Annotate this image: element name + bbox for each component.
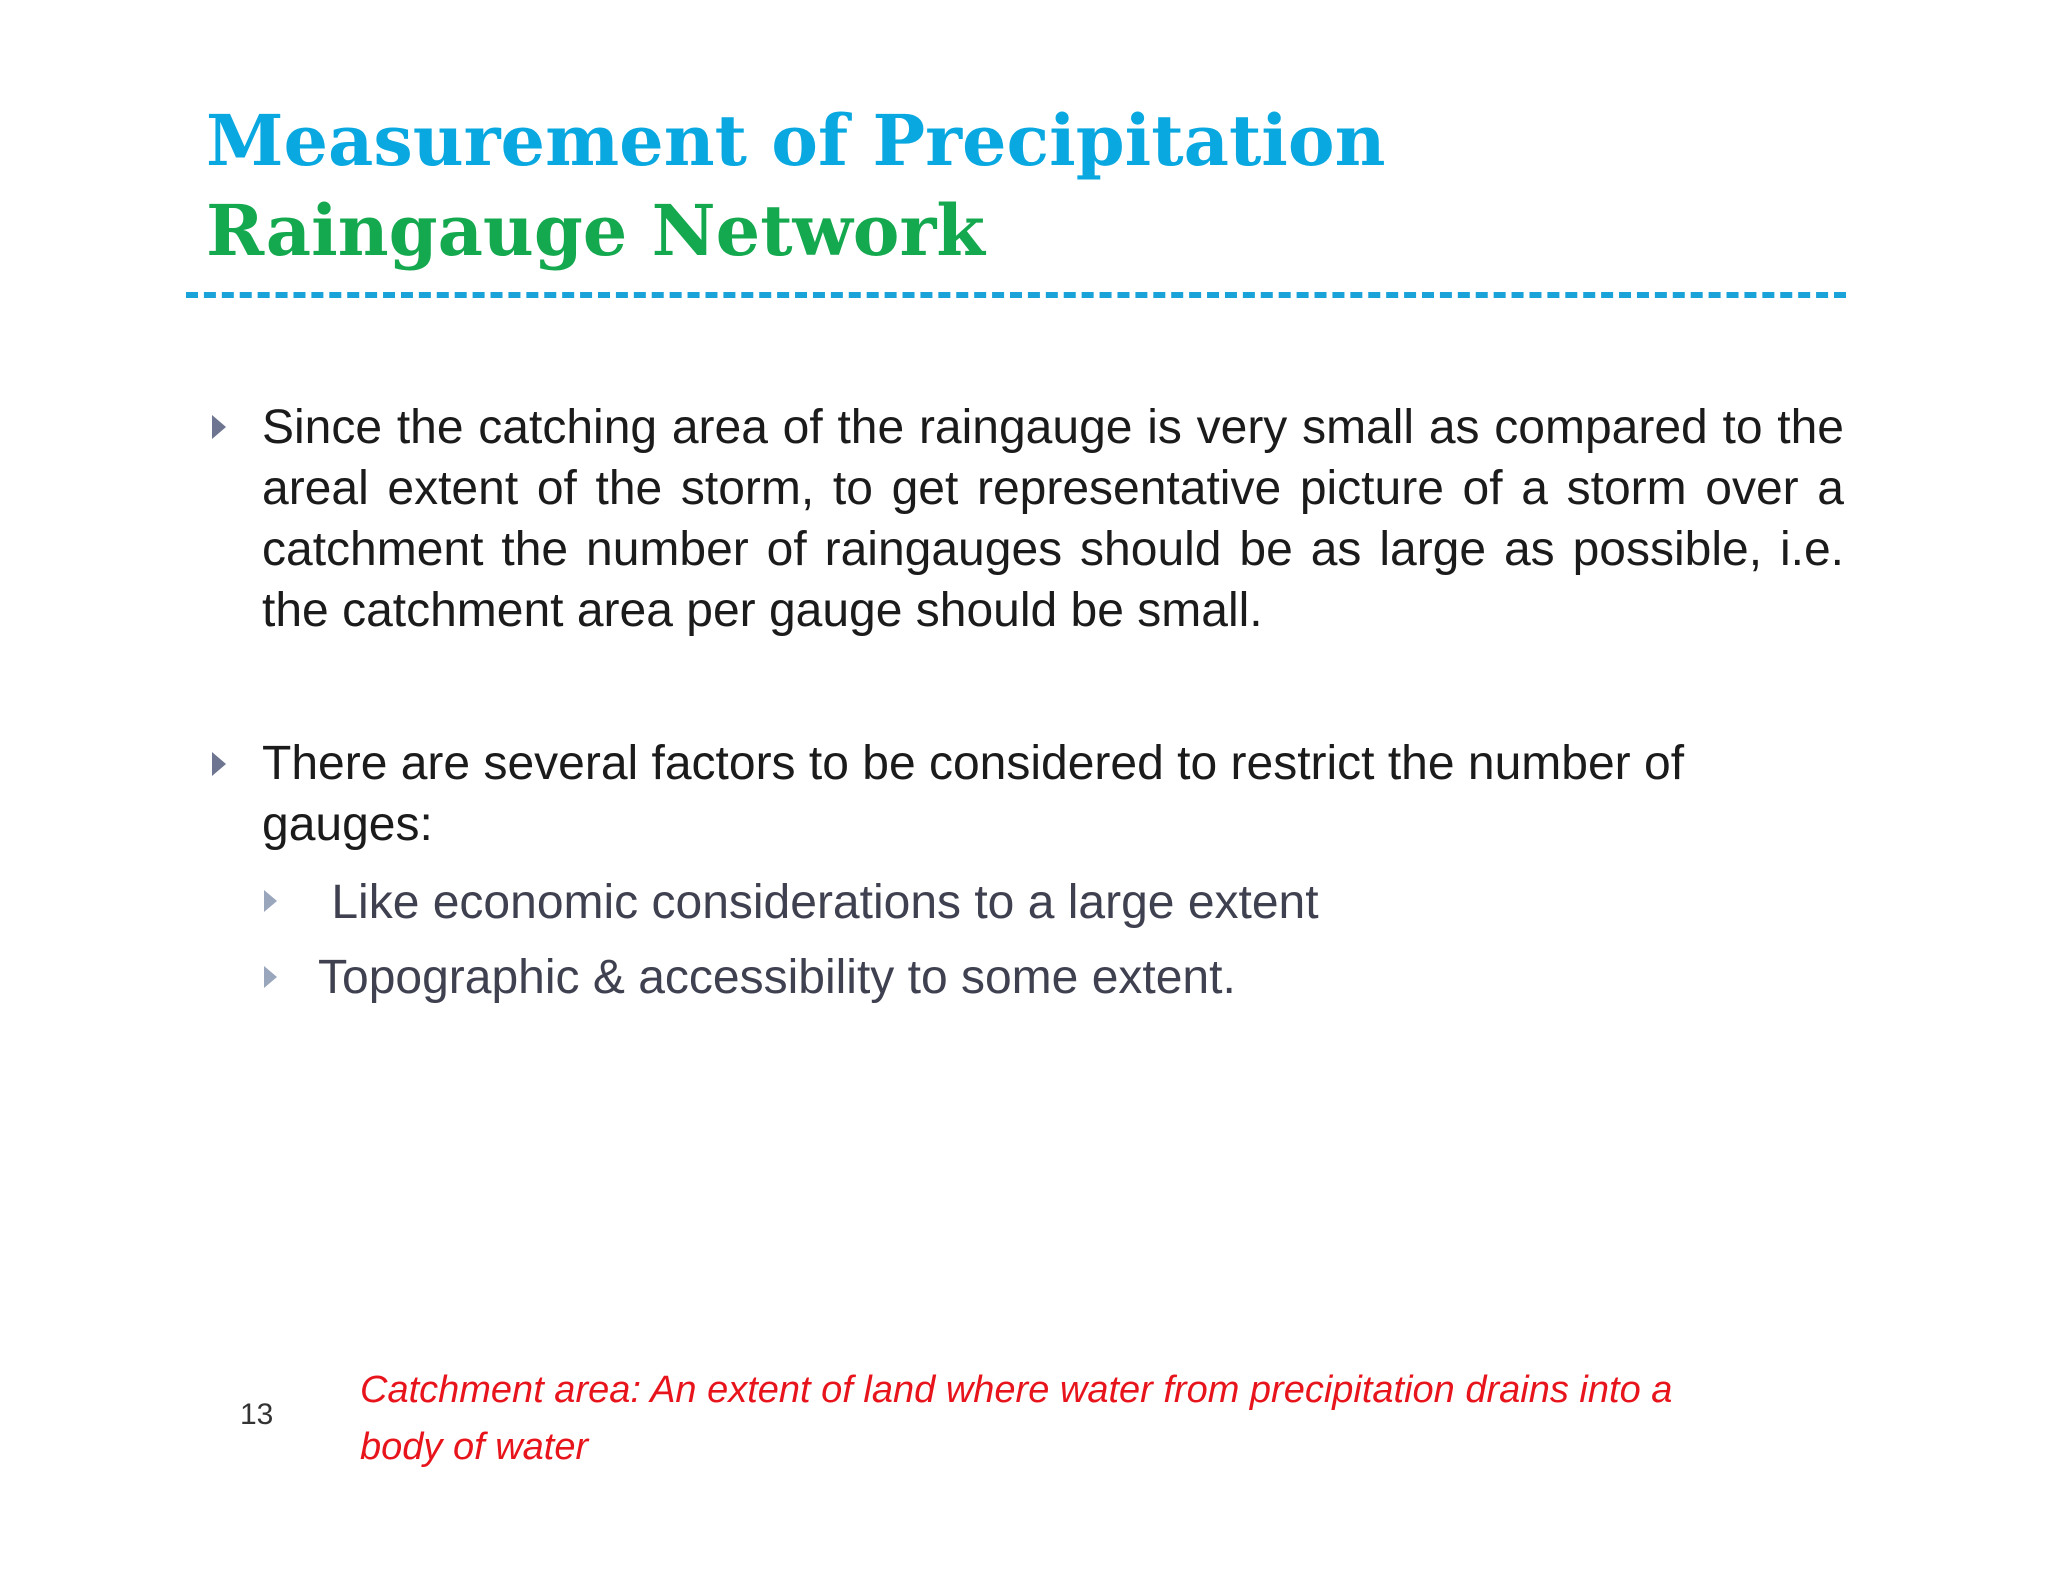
bullet-1-text: Since the catching area of the raingauge is very small as compared to the areal extent of the storm, to get representative picture of a storm over a catchment the number of raingauges should be as large as possible, i.e. the catchment area per gauge should be small. xyxy=(262,401,1844,637)
bullet-2-text: There are several factors to be considered to restrict the number of gauges: xyxy=(262,737,1685,851)
slide-subtitle: Raingauge Network xyxy=(206,189,985,272)
dashed-divider xyxy=(186,292,1846,298)
sub-bullet-arrow-icon xyxy=(264,890,277,912)
page-number: 13 xyxy=(240,1398,274,1431)
sub-bullet-arrow-icon xyxy=(264,966,277,988)
bullet-arrow-icon xyxy=(212,752,226,776)
slide-title: Measurement of Precipitation xyxy=(206,99,1386,182)
sub-bullet-1-text: Like economic considerations to a large extent xyxy=(318,876,1319,929)
footnote-definition: Catchment area: An extent of land where water from precipitation drains into a body of water xyxy=(360,1369,1673,1468)
sub-bullet-2-text: Topographic & accessibility to some extent. xyxy=(318,951,1236,1004)
bullet-arrow-icon xyxy=(212,415,226,439)
